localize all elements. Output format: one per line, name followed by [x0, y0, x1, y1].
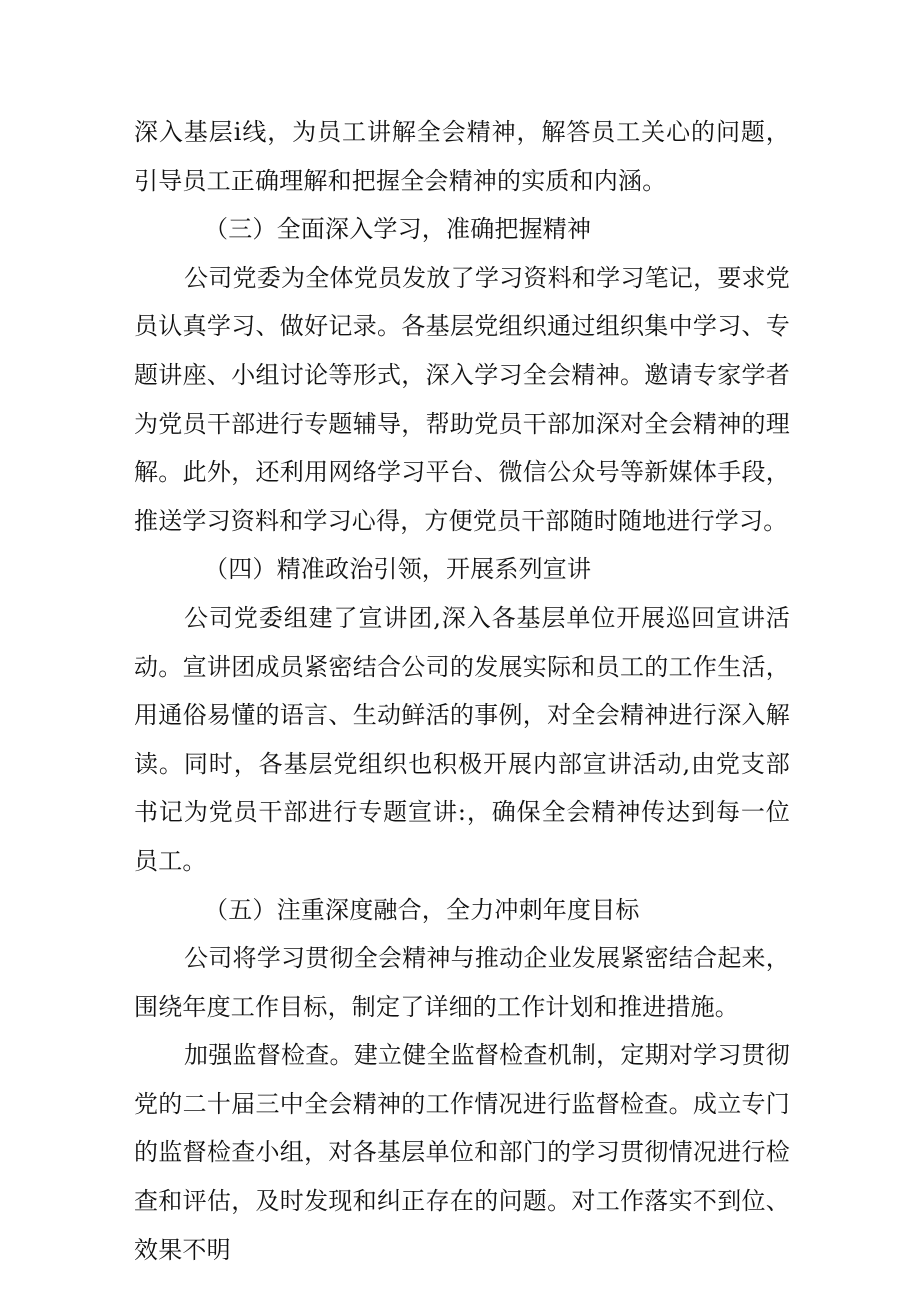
section-heading-5: （五）注重深度融合，全力冲刺年度目标	[204, 895, 640, 924]
body-paragraph-5: 加强监督检查。建立健全监督检查机制，定期对学习贯彻党的二十届三中全会精神的工作情况进行监督检查。成立专门的监督检查小组，对各基层单位和部门的学习贯彻情况进行检查和评估，及时发现和纠正存在的问题。对工作落实不到位、效果不明	[134, 1041, 790, 1264]
body-paragraph-4: 公司将学习贯彻全会精神与推动企业发展紧密结合起来，围绕年度工作目标，制定了详细的工作计划和推进措施。	[134, 944, 790, 1021]
body-paragraph-1: 深入基层i线，为员工讲解全会精神，解答员工关心的问题，引导员工正确理解和把握全会精神的实质和内涵。	[134, 118, 790, 195]
body-paragraph-3: 公司党委组建了宣讲团,深入各基层单位开展巡回宣讲活动。宣讲团成员紧密结合公司的发展实际和员工的工作生活，用通俗易懂的语言、生动鲜活的事例，对全会精神进行深入解读。同时，各基层党组织也积极开展内部宣讲活动,由党支部书记为党员干部进行专题宣讲:，确保全会精神传达到每一位员工。	[134, 603, 790, 875]
document-body	[134, 108, 790, 1274]
section-heading-4: （四）精准政治引领，开展系列宣讲	[204, 555, 592, 584]
body-paragraph-2: 公司党委为全体党员发放了学习资料和学习笔记，要求党员认真学习、做好记录。各基层党组织通过组织集中学习、专题讲座、小组讨论等形式，深入学习全会精神。邀请专家学者为党员干部进行专题辅导，帮助党员干部加深对全会精神的理解。此外，还利用网络学习平台、微信公众号等新媒体手段，推送学习资料和学习心得，方便党员干部随时随地进行学习。	[134, 263, 790, 535]
section-heading-3: （三）全面深入学习，准确把握精神	[204, 215, 592, 244]
